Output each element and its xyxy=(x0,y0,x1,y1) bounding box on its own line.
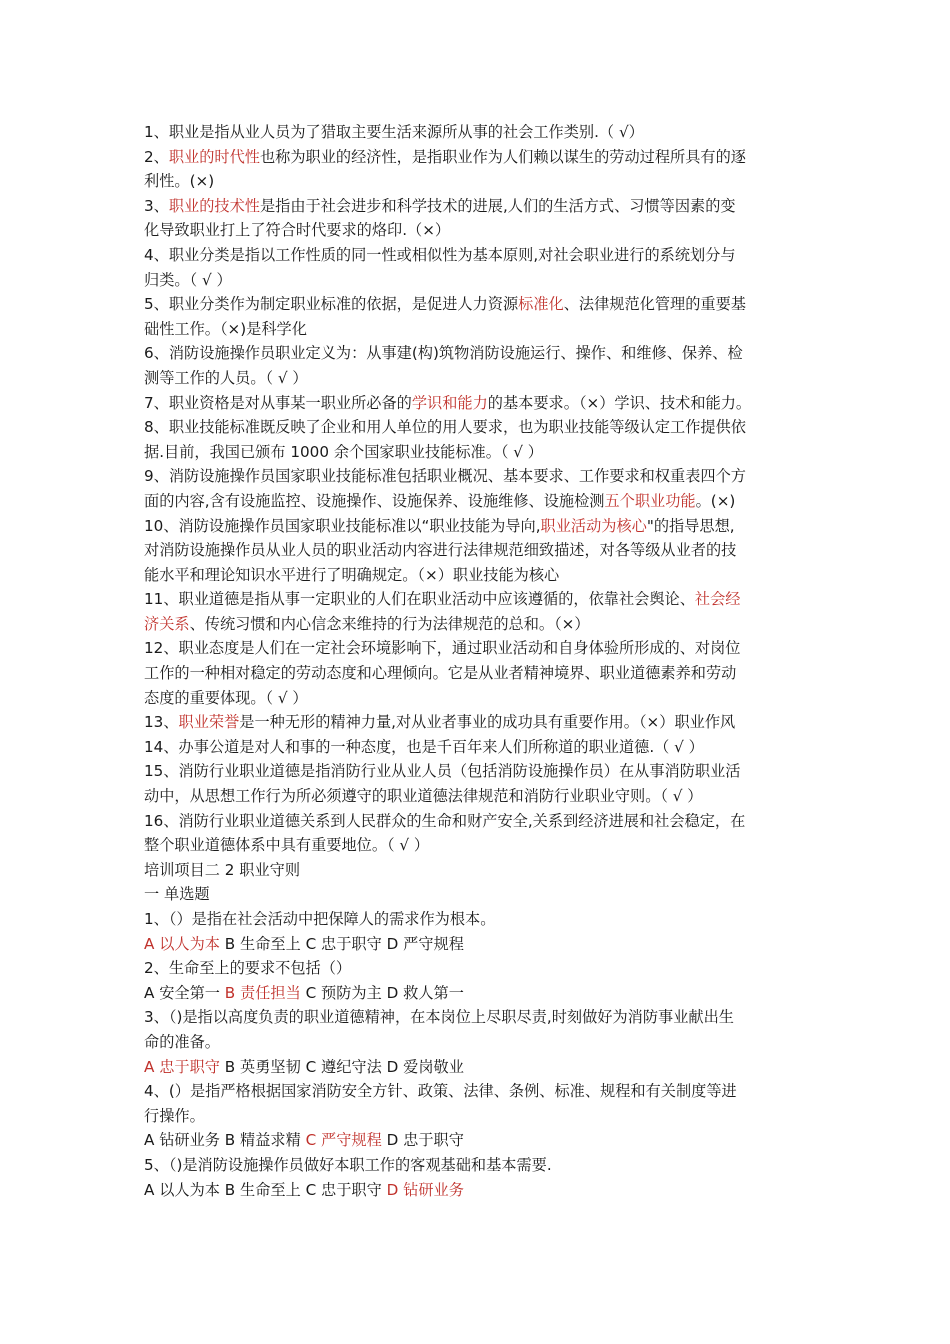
body-text: 对消防设施操作员从业人员的职业活动内容进行法律规范细致描述，对各等级从业者的技 xyxy=(144,541,737,560)
text-line xyxy=(144,120,812,145)
body-text: 、传统习惯和内心信念来维持的行为法律规范的总和。（×） xyxy=(189,614,590,633)
highlighted-text: D 钻研业务 xyxy=(386,1180,464,1199)
text-line xyxy=(144,341,812,366)
text-line xyxy=(144,391,812,416)
body-text: 12、职业态度是人们在一定社会环境影响下，通过职业活动和自身体验所形成的、对岗位 xyxy=(144,639,741,658)
text-line xyxy=(144,735,812,760)
text-line xyxy=(144,809,812,834)
body-text: 行操作。 xyxy=(144,1106,205,1125)
text-line xyxy=(144,366,812,391)
text-line xyxy=(144,243,812,268)
body-text: "的指导思想, xyxy=(646,516,735,535)
body-text: 4、职业分类是指以工作性质的同一性或相似性为基本原则,对社会职业进行的系统划分与 xyxy=(144,245,736,264)
text-line xyxy=(144,489,812,514)
highlighted-text: 济关系 xyxy=(144,614,190,633)
body-text: 。(×) xyxy=(695,491,736,510)
text-line xyxy=(144,932,812,957)
body-text: 2、 xyxy=(144,147,169,166)
text-line xyxy=(144,1079,812,1104)
text-line xyxy=(144,858,812,883)
body-text: 是指由于社会进步和科学技术的进展,人们的生活方式、习惯等因素的变 xyxy=(259,196,736,215)
document-page xyxy=(144,120,812,1202)
text-line xyxy=(144,1030,812,1055)
body-text: 动中，从思想工作行为所必须遵守的职业道德法律规范和消防行业职业守则。（ √ ） xyxy=(144,787,703,806)
body-text: 、法律规范化管理的重要基 xyxy=(563,295,746,314)
highlighted-text: 职业的时代性 xyxy=(168,147,260,166)
text-line xyxy=(144,1005,812,1030)
text-line xyxy=(144,710,812,735)
body-text: 1、职业是指从业人员为了猎取主要生活来源所从事的社会工作类别.（ √） xyxy=(144,123,644,141)
highlighted-text: 职业的技术性 xyxy=(168,196,260,215)
text-line xyxy=(144,636,812,661)
body-text: 15、消防行业职业道德是指消防行业从业人员（包括消防设施操作员）在从事消防职业活 xyxy=(144,762,741,781)
text-line xyxy=(144,686,812,711)
body-text: A 以人为本 B 生命至上 C 忠于职守 xyxy=(144,1180,387,1199)
text-line xyxy=(144,538,812,563)
text-line xyxy=(144,587,812,612)
highlighted-text: 社会经 xyxy=(694,590,741,609)
text-line xyxy=(144,956,812,981)
text-line xyxy=(144,145,812,170)
text-line xyxy=(144,292,812,317)
highlighted-text: 学识和能力 xyxy=(411,393,488,412)
body-text: 工作的一种相对稳定的劳动态度和心理倾向。它是从业者精神境界、职业道德素养和劳动 xyxy=(144,664,737,683)
text-line xyxy=(144,612,812,637)
text-line xyxy=(144,440,812,465)
highlighted-text: 职业活动为核心 xyxy=(540,516,647,535)
text-line xyxy=(144,661,812,686)
body-text: 的基本要求。（×）学识、技术和能力。 xyxy=(487,393,752,412)
body-text: 6、消防设施操作员职业定义为：从事建(构)筑物消防设施运行、操作、和维修、保养、检 xyxy=(144,344,743,363)
text-line xyxy=(144,563,812,588)
highlighted-text: A 忠于职守 xyxy=(144,1057,220,1076)
body-text: B 生命至上 C 忠于职守 D 严守规程 xyxy=(219,934,464,953)
highlighted-text: C 严守规程 xyxy=(305,1131,382,1150)
text-line xyxy=(144,784,812,809)
text-line xyxy=(144,194,812,219)
text-line xyxy=(144,1128,812,1153)
text-line xyxy=(144,833,812,858)
body-text: 利性。(×) xyxy=(144,172,215,191)
body-text: 1、（）是指在社会活动中把保障人的需求作为根本。 xyxy=(144,910,496,928)
body-text: 面的内容,含有设施监控、设施操作、设施保养、设施维修、设施检测 xyxy=(144,491,605,510)
body-text: 2、生命至上的要求不包括（） xyxy=(144,959,352,978)
text-line xyxy=(144,1055,812,1080)
body-text: 培训项目二 2 职业守则 xyxy=(144,860,301,879)
body-text: 16、消防行业职业道德关系到人民群众的生命和财产安全,关系到经济进展和社会稳定，在 xyxy=(144,811,746,830)
body-text: C 预防为主 D 救人第一 xyxy=(300,983,464,1002)
body-text: 据.目前，我国已颁布 1000 余个国家职业技能标准。（ √ ） xyxy=(144,442,543,461)
text-line xyxy=(144,1153,812,1178)
text-line xyxy=(144,514,812,539)
body-text: 测等工作的人员。（ √ ） xyxy=(144,368,308,387)
body-text: 是一种无形的精神力量,对从业者事业的成功具有重要作用。（×）职业作风 xyxy=(239,713,736,732)
body-text: 4、(）是指严格根据国家消防安全方针、政策、法律、条例、标准、规程和有关制度等进 xyxy=(144,1082,737,1101)
body-text: 归类。（ √ ） xyxy=(144,270,232,289)
body-text: 也称为职业的经济性，是指职业作为人们赖以谋生的劳动过程所具有的逐 xyxy=(259,147,746,166)
body-text: 态度的重要体现。（ √ ） xyxy=(144,688,308,707)
text-line xyxy=(144,1104,812,1129)
text-line xyxy=(144,415,812,440)
text-line xyxy=(144,218,812,243)
text-line xyxy=(144,169,812,194)
highlighted-text: B 责任担当 xyxy=(224,983,301,1002)
text-line xyxy=(144,759,812,784)
highlighted-text: A 以人为本 xyxy=(144,934,220,953)
body-text: 化导致职业打上了符合时代要求的烙印.（×） xyxy=(144,221,451,240)
body-text: 7、职业资格是对从事某一职业所必备的 xyxy=(144,393,412,412)
highlighted-text: 标准化 xyxy=(518,295,564,314)
text-line xyxy=(144,981,812,1006)
body-text: 9、消防设施操作员国家职业技能标准包括职业概况、基本要求、工作要求和权重表四个方 xyxy=(144,467,746,486)
body-text: 5、（)是消防设施操作员做好本职工作的客观基础和基本需要. xyxy=(144,1155,552,1174)
body-text: 一 单选题 xyxy=(144,885,210,904)
body-text: 整个职业道德体系中具有重要地位。（ √ ） xyxy=(144,836,430,855)
body-text: 8、职业技能标准既反映了企业和用人单位的用人要求，也为职业技能等级认定工作提供依 xyxy=(144,418,746,437)
text-line xyxy=(144,1178,812,1203)
body-text: D 忠于职守 xyxy=(381,1131,464,1150)
body-text: 3、（)是指以高度负责的职业道德精神，在本岗位上尽职尽责,时刻做好为消防事业献出生 xyxy=(144,1008,734,1027)
body-text: A 钻研业务 B 精益求精 xyxy=(144,1131,306,1150)
highlighted-text: 五个职业功能 xyxy=(604,491,696,510)
body-text: 命的准备。 xyxy=(144,1032,220,1051)
body-text: 础性工作。（×)是科学化 xyxy=(144,319,307,338)
text-line xyxy=(144,882,812,907)
body-text: 5、职业分类作为制定职业标准的依据，是促进人力资源 xyxy=(144,295,519,314)
body-text: 14、办事公道是对人和事的一种态度，也是千百年来人们所称道的职业道德.（ √ ） xyxy=(144,737,704,756)
body-text: B 英勇坚韧 C 遵纪守法 D 爱岗敬业 xyxy=(219,1057,464,1076)
text-line xyxy=(144,317,812,342)
text-line xyxy=(144,268,812,293)
body-text: 13、 xyxy=(144,713,179,732)
body-text: A 安全第一 xyxy=(144,983,225,1002)
body-text: 3、 xyxy=(144,196,169,215)
body-text: 10、消防设施操作员国家职业技能标准以“职业技能为导向, xyxy=(144,516,541,535)
body-text: 能水平和理论知识水平进行了明确规定。（×）职业技能为核心 xyxy=(144,565,560,584)
highlighted-text: 职业荣誉 xyxy=(178,713,240,732)
text-line xyxy=(144,464,812,489)
text-line xyxy=(144,907,812,932)
body-text: 11、职业道德是指从事一定职业的人们在职业活动中应该遵循的，依靠社会舆论、 xyxy=(144,590,695,609)
